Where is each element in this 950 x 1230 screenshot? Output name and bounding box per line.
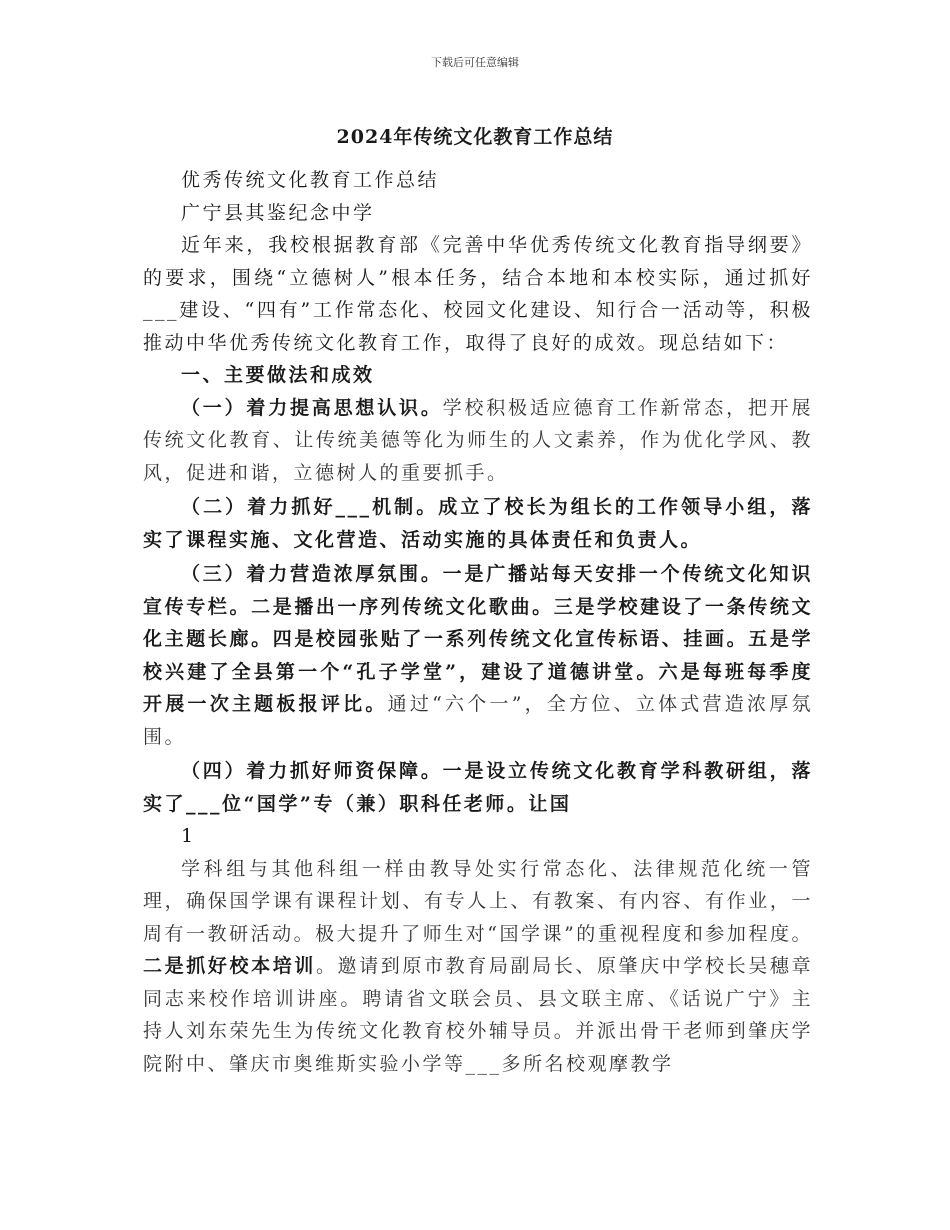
intro-paragraph: 近年来，我校根据教育部《完善中华优秀传统文化教育指导纲要》的要求，围绕“立德树人”根本任务，结合本地和本校实际，通过抓好___建设、“四有”工作常态化、校园文化建设、知行合一活动等，积极推动中华优秀传统文化教育工作，取得了良好的成效。现总结如下： [143, 234, 813, 354]
item-3-paragraph [143, 558, 813, 753]
item-4-paragraph [143, 755, 813, 820]
item-4-text: （四）着力抓好师资保障。一是设立传统文化教育学科教研组，落实了___位“国学”专（兼）职科任老师。让国 [143, 760, 813, 815]
item-2-paragraph [143, 491, 813, 556]
item-1-paragraph [143, 392, 813, 490]
document-body [143, 164, 813, 1080]
school-name: 广宁县其鉴纪念中学 [181, 201, 375, 224]
section-heading [143, 359, 813, 392]
item-3-text: 通过“六个一”，全方位、立体式营造浓厚氛围。 [143, 693, 813, 748]
continued-paragraph [143, 853, 813, 1081]
page-number: 1 [181, 825, 196, 847]
continued-text-a: 学科组与其他科组一样由教导处实行常态化、法律规范化统一管理，确保国学课有课程计划、有专人上、有教案、有内容、有作业，一周有一教研活动。极大提升了师生对“国学课”的重视程度和参加程度。 [143, 857, 813, 945]
item-1-text: 学校积极适应德育工作新常态，把开展传统文化教育、让传统美德等化为师生的人文素养，作为优化学风、教风，促进和谐，立德树人的重要抓手。 [143, 396, 813, 484]
page-header-note: 下载后可任意编辑 [431, 56, 519, 69]
item-1-heading: （一）着力提高思想认识。 [181, 396, 443, 419]
item-3-heading: （三）着力营造浓厚氛围。一是广播站每天安排一个传统文化知识宣传专栏。二是播出一序列传统文化歌曲。三是学校建设了一条传统文化主题长廊。四是校园张贴了一系列传统文化宣传标语、挂画。五是学校兴建了全县第一个“孔子学堂”，建设了道德讲堂。六是每班每季度开展一次主题板报评比。 [143, 563, 813, 715]
item-2-text: （二）着力抓好___机制。成立了校长为组长的工作领导小组，落实了课程实施、文化营造、活动实施的具体责任和负责人。 [143, 496, 813, 551]
document-title: 2024年传统文化教育工作总结 [336, 126, 614, 148]
section-heading-text: 一、主要做法和成效 [181, 364, 375, 386]
continued-bold-text: 二是抓好校本培训 [143, 955, 316, 977]
continued-text-b: 。邀请到原市教育局副局长、原肇庆中学校长吴穗章同志来校作培训讲座。聘请省文联会员、县文联主席、《话说广宁》主持人刘东荣先生为传统文化教育校外辅导员。并派出骨干老师到肇庆学院附中、肇庆市奥维斯实验小学等___多所名校观摩教学 [143, 955, 813, 1075]
document-subtitle: 优秀传统文化教育工作总结 [181, 169, 440, 191]
